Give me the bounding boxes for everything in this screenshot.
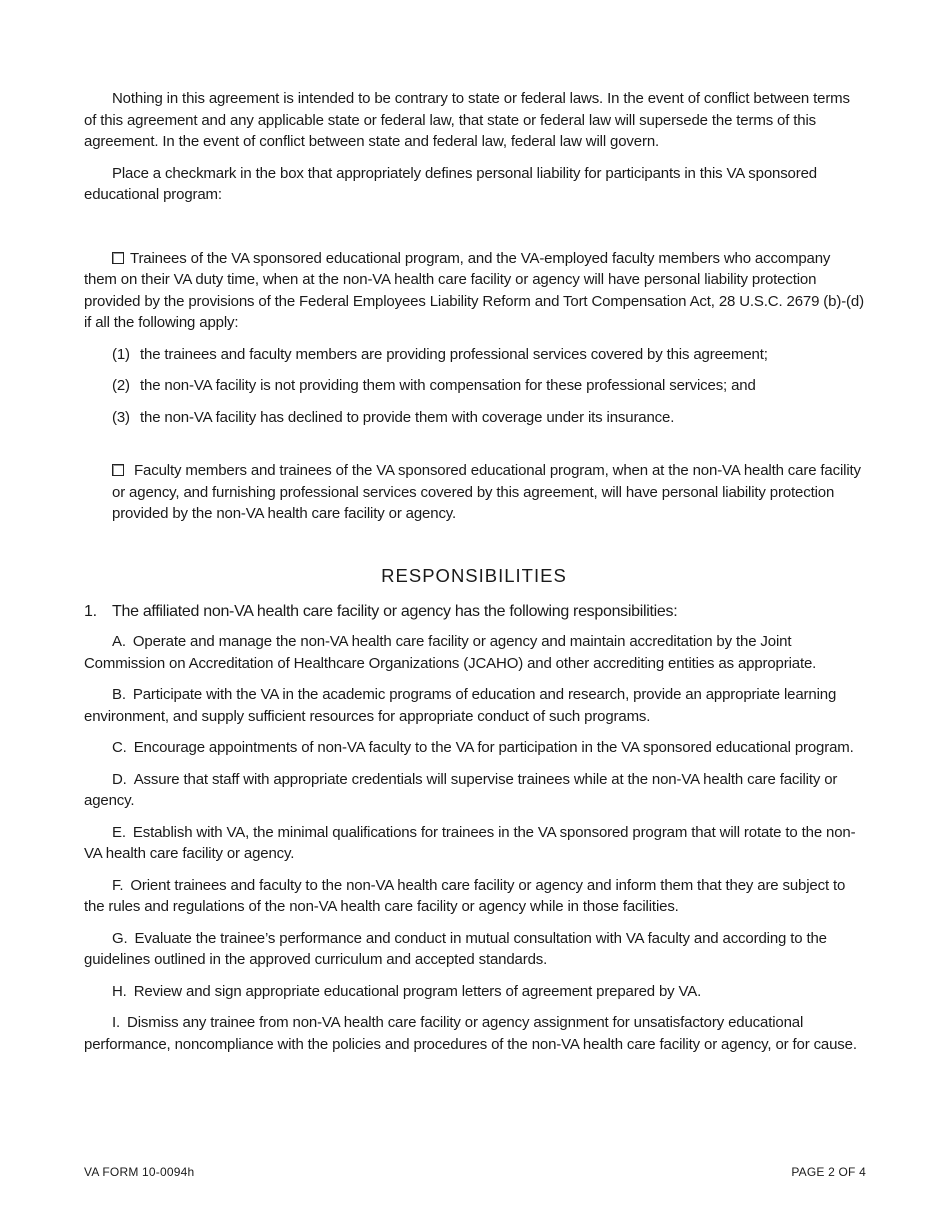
liability-option-federal <box>84 248 864 334</box>
item-text: Review and sign appropriate educational program letters of agreement prepared by VA. <box>133 982 702 1000</box>
item-text: Assure that staff with appropriate credentials will supervise trainees while at the non-VA health care facility or agency. <box>84 770 838 809</box>
item-letter: F. <box>112 876 124 894</box>
item-text: Establish with VA, the minimal qualifications for trainees in the VA sponsored program that will rotate to the non-VA health care facility or agency. <box>84 823 856 862</box>
spacer <box>84 216 864 248</box>
form-identifier: VA FORM 10-0094h <box>84 1165 195 1179</box>
responsibility-item-b <box>84 684 864 727</box>
item-text: Operate and manage the non-VA health care facility or agency and maintain accreditation by the Joint Commission on Accreditation of Healthcare Organizations (JCAHO) and other accrediting entities as appropriate. <box>84 633 817 672</box>
item-letter: E. <box>112 823 126 841</box>
option-facility-checkbox[interactable] <box>112 464 124 476</box>
item-text: Participate with the VA in the academic programs of education and research, provide an appropriate learning environment, and supply sufficient resources for appropriate conduct of such programs. <box>84 686 837 725</box>
responsibility-item-i <box>84 1012 864 1055</box>
responsibility-item-a <box>84 631 864 674</box>
intro-paragraph-checkmark: Place a checkmark in the box that appropriately defines personal liability for participants in this VA sponsored educational program: <box>84 164 817 203</box>
section-title: RESPONSIBILITIES <box>381 564 567 586</box>
item-letter: H. <box>112 982 127 1000</box>
page-number: PAGE 2 OF 4 <box>791 1165 866 1179</box>
condition-number: (2) <box>112 377 130 394</box>
page-footer <box>84 1165 866 1179</box>
item-letter: I. <box>112 1014 121 1031</box>
condition-item <box>84 375 864 397</box>
item-letter: D. <box>112 770 127 788</box>
option-federal-text: Trainees of the VA sponsored educational program, and the VA-employed faculty members who accompany them on their VA duty time, when at the non-VA health care facility or agency will have personal liability protection provided by the provisions of the Federal Employees Liability Reform and Tort Compensation Act, 28 U.S.C. 2679 (b)-(d) if all the following apply: <box>84 249 864 331</box>
item-letter: C. <box>112 739 127 756</box>
condition-text: the trainees and faculty members are providing professional services covered by this agreement; <box>140 345 768 363</box>
responsibility-item-g <box>84 928 864 971</box>
condition-number: (1) <box>112 345 130 363</box>
option-facility-text: Faculty members and trainees of the VA sponsored educational program, when at the non-VA health care facility or agency, and furnishing professional services covered by this agreement, will have personal liability protection provided by the non-VA health care facility or agency. <box>112 462 861 522</box>
condition-item <box>84 344 864 366</box>
condition-text: the non-VA facility is not providing them with compensation for these professional services; and <box>140 377 756 394</box>
item-letter: B. <box>112 686 126 703</box>
responsibility-item-f <box>84 875 864 918</box>
item-text: Evaluate the trainee’s performance and conduct in mutual consultation with VA faculty and according to the guidelines outlined in the approved curriculum and accepted standards. <box>84 929 827 968</box>
condition-text: the non-VA facility has declined to provide them with coverage under its insurance. <box>140 408 675 426</box>
condition-number: (3) <box>112 408 130 426</box>
responsibility-item-h <box>84 981 864 1003</box>
heading-number: 1. <box>84 602 97 620</box>
item-text: Encourage appointments of non-VA faculty to the VA for participation in the VA sponsored educational program. <box>133 739 854 756</box>
item-text: Dismiss any trainee from non-VA health care facility or agency assignment for unsatisfactory educational performance, noncompliance with the policies and procedures of the non-VA health care facility or agency, or for cause. <box>84 1014 857 1053</box>
item-letter: A. <box>112 633 126 650</box>
document-page <box>84 88 864 1065</box>
item-letter: G. <box>112 929 128 947</box>
responsibilities-heading <box>84 601 864 623</box>
intro-paragraph-law: Nothing in this agreement is intended to be contrary to state or federal laws. In the event of conflict between terms of this agreement and any applicable state or federal law, that state or federal law will supersede the terms of this agreement. In the event of conflict between state and federal law, federal law will govern. <box>84 90 850 150</box>
item-text: Orient trainees and faculty to the non-VA health care facility or agency and inform them that they are subject to the rules and regulations of the non-VA health care facility or agency while in those facilities. <box>84 876 846 915</box>
responsibility-item-d <box>84 769 864 812</box>
condition-item <box>84 407 864 429</box>
responsibility-item-e <box>84 822 864 865</box>
option-federal-checkbox[interactable] <box>112 252 124 264</box>
heading-text: The affiliated non-VA health care facility or agency has the following responsibilities: <box>112 602 678 620</box>
liability-option-facility <box>84 460 864 525</box>
responsibility-item-c <box>84 737 864 759</box>
